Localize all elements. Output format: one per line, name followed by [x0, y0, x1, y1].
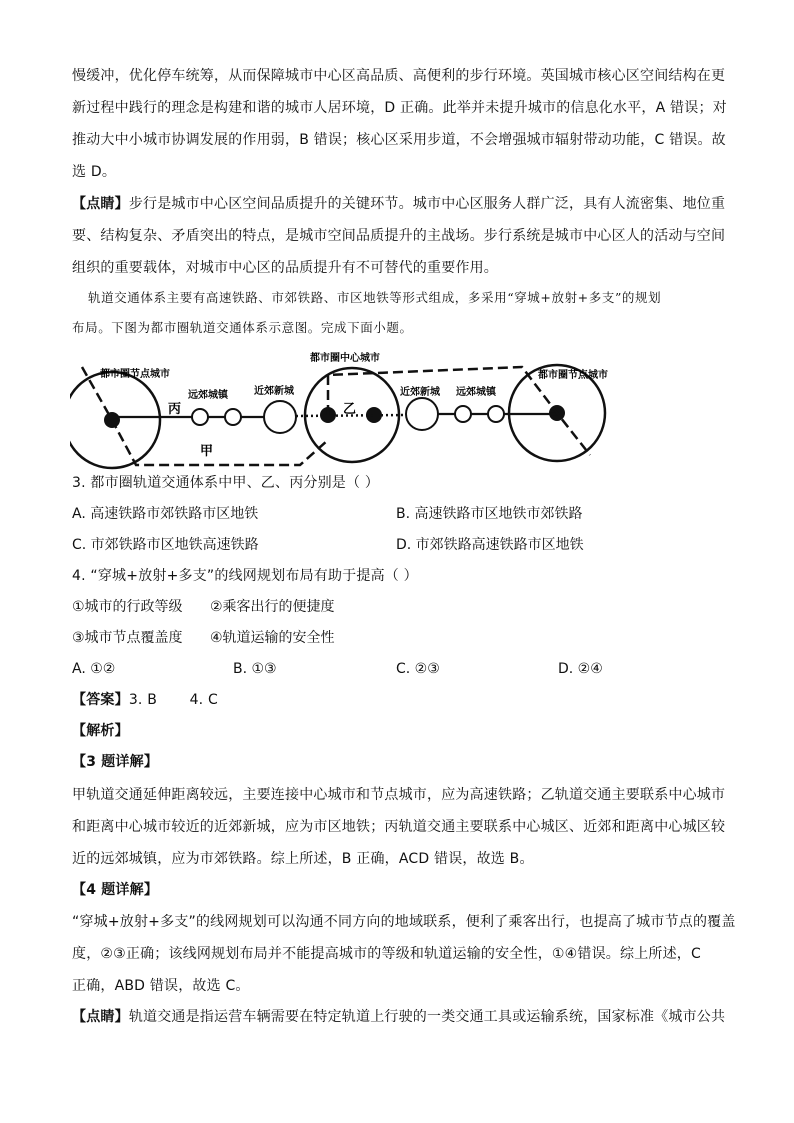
- note-line: 组织的重要载体，对城市中心区的品质提升有不可替代的重要作用。: [72, 260, 498, 276]
- answer-label: 【答案】: [72, 692, 129, 708]
- paragraph-line: 慢缓冲，优化停车统筹，从而保障城市中心区高品质、高便利的步行环境。英国城市核心区空间结构在更: [72, 68, 726, 84]
- paragraph-line: 选 D。: [72, 164, 117, 180]
- q3-option-d: D. 市郊铁路高速铁路市区地铁: [396, 537, 584, 553]
- label-bing: 丙: [168, 402, 182, 417]
- right-far-town-node: [488, 406, 504, 422]
- q4-item-3: ③城市节点覆盖度: [72, 630, 183, 646]
- q3-option-b: B. 高速铁路市区地铁市郊铁路: [396, 506, 583, 522]
- q4-item-2: ②乘客出行的便捷度: [210, 599, 335, 615]
- intro-line: 布局。下图为都市圈轨道交通体系示意图。完成下面小题。: [72, 320, 413, 335]
- answer-text: 3. B 4. C: [128, 692, 218, 708]
- left-near-new-town-label: 近郊新城: [254, 386, 294, 397]
- intro-line: 轨道交通体系主要有高速铁路、市郊铁路、市区地铁等形式组成，多采用“穿城+放射+多支”的规划: [88, 290, 662, 305]
- detail-3-line: 近的远郊城镇，应为市郊铁路。综上所述，B 正确，ACD 错误，故选 B。: [72, 851, 534, 867]
- detail-4-line: 正确，ABD 错误，故选 C。: [72, 978, 250, 994]
- center-city-core-right: [366, 407, 382, 423]
- right-near-new-town-label: 近郊新城: [400, 387, 440, 398]
- right-near-new-town-node: [406, 398, 438, 430]
- left-far-town-label: 远郊城镇: [188, 390, 228, 401]
- q4-option-a: A. ①②: [72, 661, 116, 677]
- q4-option-d: D. ②④: [558, 661, 603, 677]
- q4-item-4: ④轨道运输的安全性: [210, 630, 335, 646]
- label-jia: 甲: [200, 444, 214, 459]
- note-label: 【点睛】: [72, 196, 129, 212]
- question-3-stem: 3. 都市圈轨道交通体系中甲、乙、丙分别是（ ）: [72, 475, 380, 491]
- right-far-town-node: [455, 406, 471, 422]
- right-far-town-label: 远郊城镇: [456, 387, 496, 398]
- q4-option-c: C. ②③: [396, 661, 440, 677]
- note-2-line: [72, 1007, 726, 1027]
- detail-3-line: 和距离中心城市较近的近郊新城，应为市区地铁；丙轨道交通主要联系中心城区、近郊和距离中心城区较: [72, 819, 726, 835]
- detail-4-line: 度，②③正确；该线网规划布局并不能提高城市的等级和轨道运输的安全性，①④错误。综上所述，C: [72, 946, 701, 962]
- paragraph-line: 推动大中小城市协调发展的作用弱，B 错误；核心区采用步道，不会增强城市辐射带动功能，C 错误。故: [72, 132, 726, 148]
- left-far-town-node: [225, 409, 241, 425]
- q3-option-c: C. 市郊铁路市区地铁高速铁路: [72, 537, 259, 553]
- question-4-stem: 4. “穿城+放射+多支”的线网规划布局有助于提高（ ）: [72, 568, 418, 584]
- note-text: 步行是城市中心区空间品质提升的关键环节。城市中心区服务人群广泛，具有人流密集、地位重: [128, 196, 726, 212]
- left-node-city-label: 都市圈节点城市: [100, 369, 170, 380]
- left-far-town-node: [192, 409, 208, 425]
- detail-4-line: “穿城+放射+多支”的线网规划可以沟通不同方向的地域联系，便利了乘客出行，也提高了城市节点的覆盖: [72, 914, 736, 930]
- answer-line: [72, 690, 722, 710]
- note-line: 要、结构复杂、矛盾突出的特点，是城市空间品质提升的主战场。步行系统是城市中心区人的活动与空间: [72, 228, 726, 244]
- note-2-label: 【点睛】: [72, 1009, 129, 1025]
- analysis-label: 【解析】: [72, 723, 129, 739]
- paragraph-line: 新过程中践行的理念是构建和谐的城市人居环境，D 正确。此举并未提升城市的信息化水平，A 错误；对: [72, 100, 727, 116]
- detail-4-label: 【4 题详解】: [72, 882, 159, 898]
- q4-item-1: ①城市的行政等级: [72, 599, 183, 615]
- detail-3-line: 甲轨道交通延伸距离较远，主要连接中心城市和节点城市，应为高速铁路；乙轨道交通主要联系中心城市: [72, 787, 726, 803]
- right-node-city-label: 都市圈节点城市: [538, 370, 608, 381]
- left-near-new-town-node: [264, 401, 296, 433]
- rail-transit-diagram: [70, 345, 630, 470]
- note-line: [72, 194, 726, 214]
- note-2-text: 轨道交通是指运营车辆需要在特定轨道上行驶的一类交通工具或运输系统，国家标准《城市公共: [128, 1009, 726, 1025]
- q3-option-a: A. 高速铁路市郊铁路市区地铁: [72, 506, 259, 522]
- label-yi: 乙: [343, 402, 357, 417]
- detail-3-label: 【3 题详解】: [72, 754, 159, 770]
- center-city-label: 都市圈中心城市: [310, 353, 380, 364]
- q4-option-b: B. ①③: [233, 661, 277, 677]
